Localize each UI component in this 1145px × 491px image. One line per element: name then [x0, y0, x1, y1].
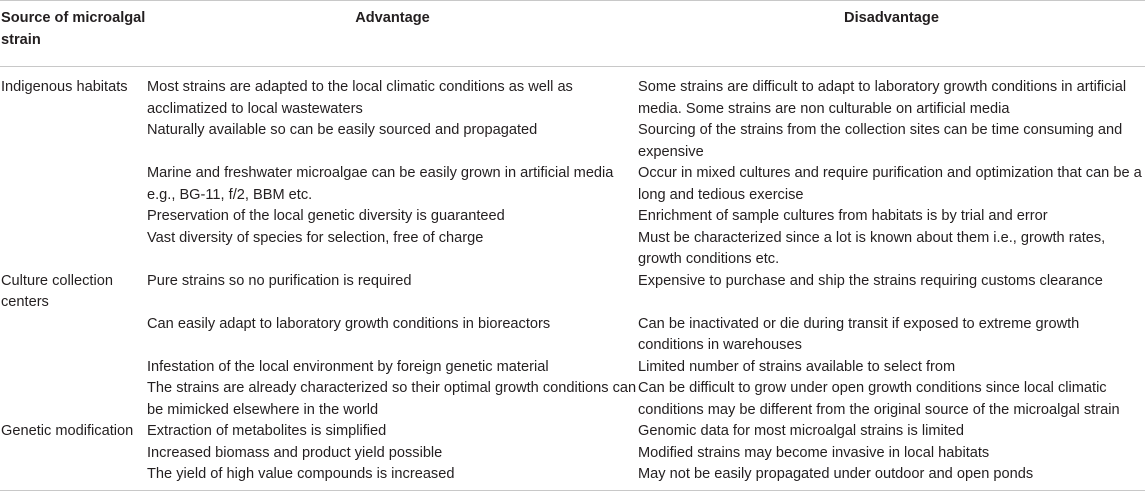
cell-advantage: Increased biomass and product yield possible	[147, 444, 443, 461]
cell-disadvantage: Enrichment of sample cultures from habitats is by trial and error	[638, 208, 1048, 224]
cell-advantage: Marine and freshwater microalgae can be easily grown in artificial media e.g., BG-11, f/2, BBM etc.	[147, 165, 614, 203]
cell-source: Indigenous habitats	[1, 79, 128, 95]
header-row	[0, 1, 1145, 67]
cell-source: Genetic modification	[1, 423, 134, 439]
table-row	[0, 314, 1145, 357]
cell-disadvantage: Sourcing of the strains from the collection sites can be time consuming and expensive	[638, 122, 1123, 160]
cell-source	[0, 206, 147, 228]
cell-advantage: Extraction of metabolites is simplified	[147, 423, 387, 439]
table-row	[0, 271, 1145, 314]
cell-disadvantage: Limited number of strains available to select from	[638, 358, 956, 375]
cell-source	[0, 228, 147, 271]
cell-source	[0, 357, 147, 379]
table-row	[0, 120, 1145, 163]
table-row	[0, 163, 1145, 206]
cell-source	[0, 314, 147, 357]
table-row	[0, 357, 1145, 379]
cell-disadvantage: Some strains are difficult to adapt to laboratory growth conditions in artificial media. Some strains are non culturable on artificial media	[638, 79, 1127, 117]
cell-advantage: Pure strains so no purification is required	[147, 272, 412, 289]
cell-disadvantage: Expensive to purchase and ship the strains requiring customs clearance	[638, 272, 1103, 289]
cell-advantage: Preservation of the local genetic diversity is guaranteed	[147, 208, 505, 224]
cell-disadvantage: Occur in mixed cultures and require purification and optimization that can be a long and tedious exercise	[638, 165, 1142, 203]
cell-disadvantage: Genomic data for most microalgal strains is limited	[638, 423, 965, 439]
cell-advantage: Most strains are adapted to the local climatic conditions as well as acclimatized to local wastewaters	[147, 79, 573, 117]
cell-disadvantage: Can be inactivated or die during transit if exposed to extreme growth conditions in warehouses	[638, 315, 1080, 353]
cell-disadvantage: Can be difficult to grow under open growth conditions since local climatic conditions may be different from the original source of the microalgal strain	[638, 380, 1120, 418]
table-body	[0, 67, 1145, 491]
cell-advantage: Vast diversity of species for selection, free of charge	[147, 229, 484, 246]
cell-advantage: Infestation of the local environment by foreign genetic material	[147, 358, 549, 375]
table-row	[0, 378, 1145, 421]
header-disadvantage: Disadvantage	[638, 1, 1145, 67]
cell-source	[0, 464, 147, 490]
cell-disadvantage: Must be characterized since a lot is known about them i.e., growth rates, growth conditions etc.	[638, 229, 1106, 267]
table-row	[0, 443, 1145, 465]
cell-source	[0, 378, 147, 421]
table-row	[0, 206, 1145, 228]
cell-source	[0, 163, 147, 206]
cell-advantage: Naturally available so can be easily sourced and propagated	[147, 122, 538, 138]
header-source: Source of microalgal strain	[0, 1, 147, 67]
cell-disadvantage: Modified strains may become invasive in local habitats	[638, 444, 990, 461]
table-row	[0, 464, 1145, 490]
cell-disadvantage: May not be easily propagated under outdoor and open ponds	[638, 464, 1145, 490]
cell-advantage: The yield of high value compounds is increased	[147, 464, 638, 490]
cell-advantage: The strains are already characterized so their optimal growth conditions can be mimicked elsewhere in the world	[147, 380, 637, 418]
table-row	[0, 228, 1145, 271]
table-row	[0, 421, 1145, 443]
table-row	[0, 67, 1145, 121]
header-advantage: Advantage	[147, 1, 638, 67]
cell-advantage: Can easily adapt to laboratory growth conditions in bioreactors	[147, 315, 551, 332]
cell-source	[0, 120, 147, 163]
cell-source	[0, 443, 147, 465]
table-header	[0, 1, 1145, 67]
cell-source: Culture collection centers	[1, 272, 113, 310]
